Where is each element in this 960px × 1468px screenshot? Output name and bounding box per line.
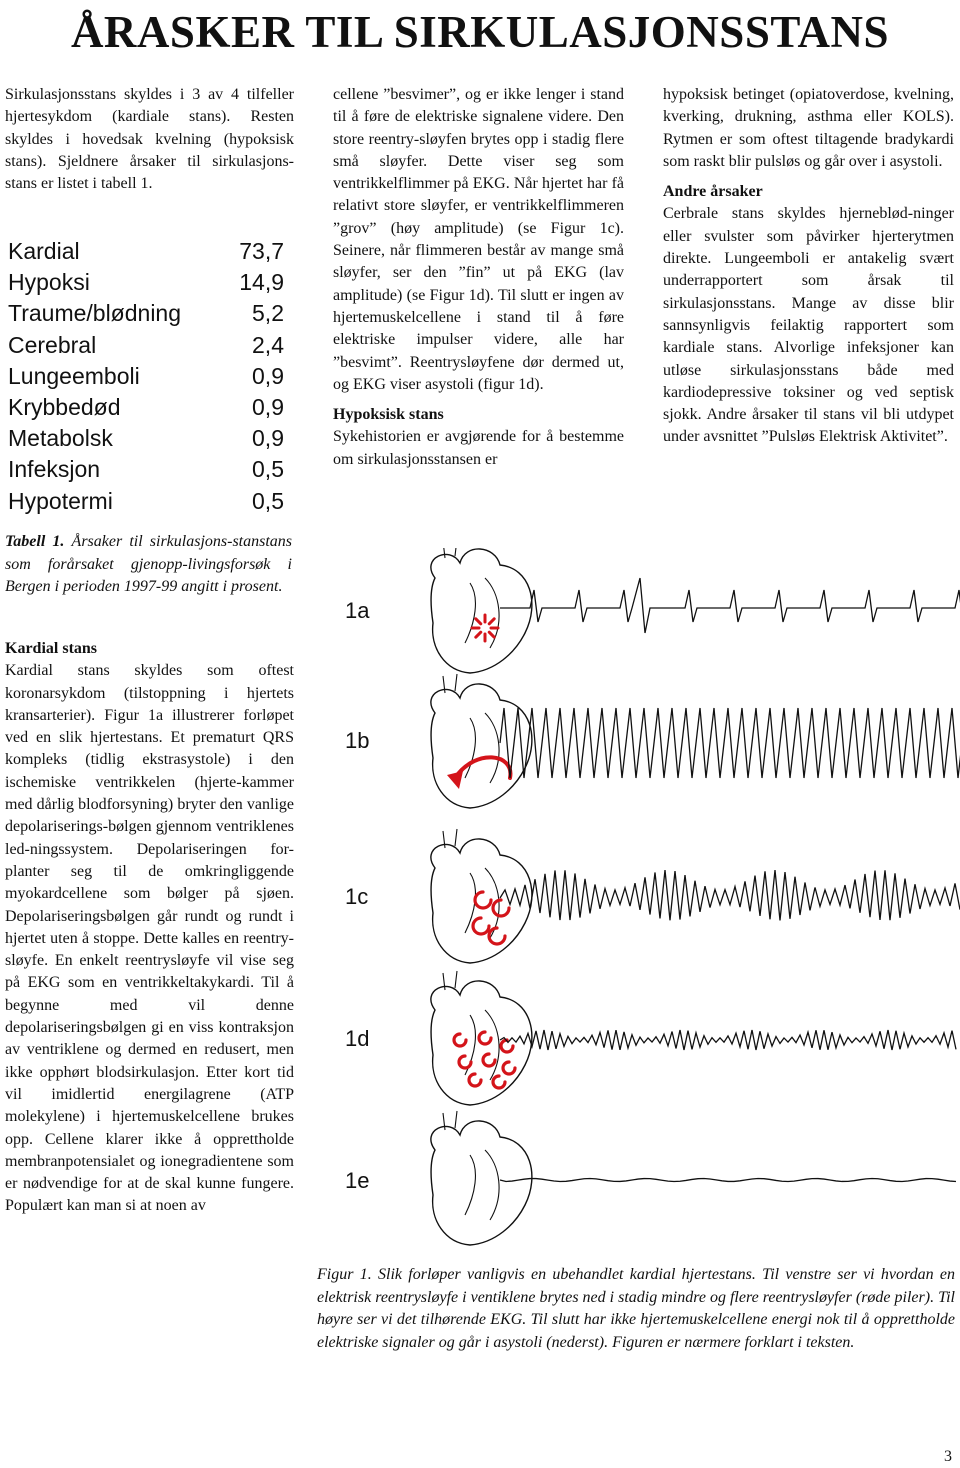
heart-outline — [431, 839, 532, 963]
heart-outline — [431, 549, 532, 673]
table-caption-text: Årsaker til sirkulasjons-stanstans som forårsaket gjenopp-livingsforsøk i Bergen i perioden 1997-99 angitt i prosent. — [5, 533, 293, 595]
figure-label-1a: 1a — [345, 598, 370, 623]
figure-label-1d: 1d — [345, 1026, 370, 1051]
cause-percent: 5,2 — [252, 300, 284, 327]
small-reentry-loop-icon — [479, 1032, 491, 1044]
cause-label: Krybbedød — [8, 394, 121, 421]
heart-outline — [431, 684, 532, 808]
small-reentry-loop-icon — [475, 892, 491, 908]
reentry-spark-icon — [476, 632, 481, 637]
cause-percent: 2,4 — [252, 331, 284, 358]
cause-label: Metabolsk — [8, 425, 113, 452]
causes-row — [8, 392, 284, 423]
table-caption — [5, 531, 292, 599]
reentry-spark-icon — [489, 632, 494, 637]
column-3 — [663, 84, 954, 449]
ecg-trace — [500, 1030, 956, 1050]
small-reentry-loop-icon — [473, 918, 489, 934]
causes-row — [8, 454, 284, 485]
figure-illustration — [315, 548, 960, 1248]
cause-percent: 0,5 — [252, 487, 284, 514]
reentry-arrow-icon — [455, 757, 510, 778]
arrowhead-icon — [447, 771, 463, 789]
intro-paragraph: Sirkulasjonsstans skyldes i 3 av 4 tilfeller hjertesykdom (kardiale stans). Resten skyldes i hovedsak kvelning (hypoksisk stans). Sjeldnere årsaker til sirkulasjons-stans er listet i tabell 1. — [5, 86, 294, 193]
reentry-spark-icon — [476, 619, 481, 624]
figure-1 — [315, 548, 960, 1248]
causes-row — [8, 298, 284, 329]
causes-table — [8, 236, 284, 517]
kardial-paragraph: Kardial stans skyldes som oftest koronarsykdom (tilstoppning i hjertets kransarterier). Figur 1a illustrerer forløpet ved en slik hjertestans. Et prematurt QRS kompleks (tidlig ekstrasystole) i den ischemiske ventrikkelen (hjerte-kammer med dårlig blodforsyning) bryter den vanlige depolariserings-bølgen gjennom ventriklenes led-ningssystem. Depolariseringen for-planter seg til de omkringliggende myokardcellene som bølger på sjøen. Depolariseringsbølgen går rundt og rundt i hjertet uten å stoppe. Dette kalles en reentry-sløyfe. En enkelt reentrysløyfe vil vise seg på EKG som en ventrikkeltakykardi. Til å begynne med vil denne depolariseringsbølgen gi en viss kontraksjon av ventriklene og dermed en redusert, men ikke opphørt blodsirkulasjon. Etter kort tid vil imidlertid energilagrene (ATP molekylene) i hjertemuskelcellene brukes opp. Cellene klarer ikke å opprettholde membranpotensialet og ionegradientene som er nødvendige for at de skal kunne fungere. Populært kan man si at noen av — [5, 662, 294, 1215]
cause-percent: 73,7 — [239, 238, 284, 264]
figure-caption — [317, 1264, 955, 1354]
cause-label: Kardial — [8, 238, 80, 264]
heart-outline — [431, 1121, 532, 1245]
causes-row — [8, 423, 284, 454]
cause-label: Hypotermi — [8, 487, 113, 514]
hypoksisk-heading: Hypoksisk stans — [333, 406, 444, 424]
small-reentry-loop-icon — [454, 1034, 466, 1046]
page-title: ÅRASKER TIL SIRKULASJONSSTANS — [70, 7, 890, 57]
figure-label-1e: 1e — [345, 1168, 370, 1193]
small-reentry-loop-icon — [469, 1074, 481, 1086]
small-reentry-loop-icon — [493, 1076, 505, 1088]
col2-paragraph: cellene ”besvimer”, og er ikke lenger i stand til å føre de elektriske signalene videre. Den store reentry-sløyfen brytes opp i stadig flere små sløyfer. Dette viser seg som ventrikkelflimmer på EKG. Når hjertet har få relativt store sløyfer, er ventrikkelflimmeren ”grov” (høy amplitude) (se Figur 1c). Seinere, når flimmeren består av mange små sløyfer, ser den ”fin” ut på EKG (lav amplitude) (se Figur 1d). Til slutt er ingen av hjertemuskelcellene i stand til å føre elektriske impulser videre, alle har ”besvimt”. Reentrysløyfene dør dermed ut, og EKG viser asystoli (figur 1d). — [333, 86, 624, 393]
figure-caption-text: Slik forløper vanligvis en ubehandlet kardial hjertestans. Til venstre ser vi hvordan en elektrisk reentrysløyfe i ventiklene brytes ned i stadig mindre og flere reentrysløyfer (røde piler). Til høyre ser vi det tilhørende EKG. Til slutt har ikke hjertemuskelcellene energi nok til å opprettholde elektriske signaler og går i asystoli (nederst). Figuren er nærmere forklart i teksten. — [317, 1266, 955, 1351]
cause-percent: 0,9 — [252, 425, 284, 452]
cause-label: Traume/blødning — [8, 300, 182, 327]
kardial-heading: Kardial stans — [5, 640, 98, 657]
causes-row — [8, 486, 284, 517]
causes-row — [8, 330, 284, 361]
cause-label: Infeksjon — [8, 456, 101, 483]
cause-label: Cerebral — [8, 331, 97, 358]
hypoksisk-paragraph: Sykehistorien er avgjørende for å bestemme om sirkulasjonsstansen er — [333, 428, 624, 468]
cause-label: Lungeemboli — [8, 362, 140, 389]
andre-paragraph: Cerbrale stans skyldes hjerneblød-ninger eller svulster som påvirker hjerterytmen direkte. Lungeemboli er antakelig svært underrapportert som årsak til sirkulasjonsstans. Mange av disse blir sannsynligvis feilaktig rapportert som kardiale stans. Alvorlige infeksjoner kan utløse sirkulasjonsstans både med kardiodepressive toksiner og ved septisk sjokk. Andre årsaker til stans vil bli utdypet under avsnittet ”Pulsløs Elektrisk Aktivitet”. — [663, 205, 954, 446]
ecg-trace — [500, 578, 960, 633]
causes-row — [8, 267, 284, 298]
small-reentry-loop-icon — [459, 1056, 471, 1068]
cause-label: Hypoksi — [8, 269, 90, 296]
figure-label-1c: 1c — [345, 884, 369, 909]
column-2 — [333, 84, 624, 471]
causes-row — [8, 236, 284, 267]
page-number: 3 — [944, 1448, 952, 1465]
ecg-trace — [500, 1179, 956, 1182]
small-reentry-loop-icon — [503, 1062, 515, 1074]
andre-heading: Andre årsaker — [663, 183, 763, 201]
small-reentry-loop-icon — [493, 900, 509, 916]
ecg-trace — [500, 870, 960, 920]
cause-percent: 0,9 — [252, 362, 284, 389]
cause-percent: 14,9 — [239, 269, 284, 296]
reentry-spark-icon — [489, 619, 494, 624]
ecg-trace — [500, 708, 960, 778]
causes-row — [8, 361, 284, 392]
cause-percent: 0,5 — [252, 456, 284, 483]
figure-label-1b: 1b — [345, 728, 370, 753]
cause-percent: 0,9 — [252, 394, 284, 421]
table-caption-label: Tabell 1. — [5, 533, 65, 550]
column-1-intro — [5, 84, 294, 195]
small-reentry-loop-icon — [483, 1054, 495, 1066]
column-1-kardial — [5, 638, 294, 1218]
col3-paragraph: hypoksisk betinget (opiatoverdose, kvelning, kverking, drukning, asthma eller KOLS). Rytmen er som oftest tiltagende bradykardi som raskt blir pulsløs og går over i asystoli. — [663, 86, 954, 170]
figure-caption-label: Figur 1. — [317, 1266, 372, 1283]
